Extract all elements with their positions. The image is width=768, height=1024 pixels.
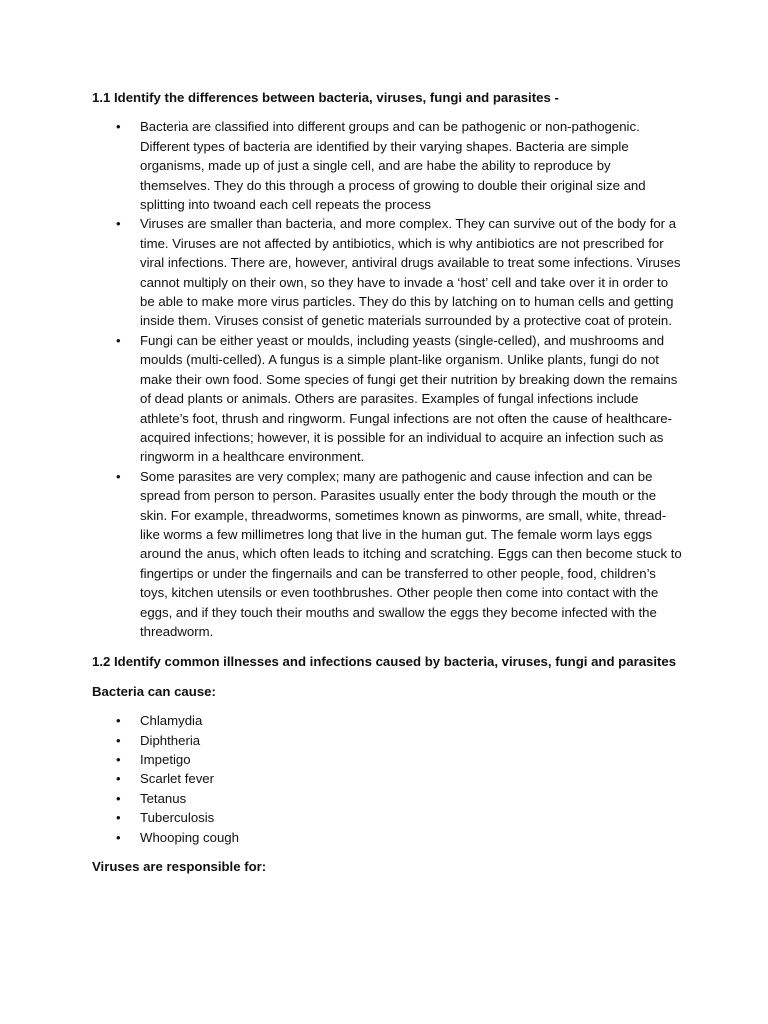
list-item-text: Tuberculosis (140, 810, 215, 826)
bullet-icon: • (116, 332, 121, 348)
list-item (92, 828, 682, 847)
list-item (92, 750, 682, 769)
list-item-text: Viruses are smaller than bacteria, and more complex. They can survive out of the body for a time. Viruses are not affected by antibiotics, which is why antibiotics are not prescribed for viral infections. There are, however, antiviral drugs available to treat some infections. Viruses cannot multiply on their own, so they have to invade a ‘host’ cell and take over it in order to be able to make more virus particles. They do this by latching on to human cells and getting inside them. Viruses consist of genetic materials surrounded by a protective coat of protein. (140, 216, 681, 329)
bacteria-heading: Bacteria can cause: (92, 683, 216, 699)
bullet-icon: • (116, 216, 121, 232)
list-item (92, 731, 682, 750)
bullet-icon: • (116, 732, 121, 748)
document-content (92, 88, 682, 876)
bullet-icon: • (116, 771, 121, 787)
bullet-icon: • (116, 713, 121, 729)
list-item-viruses (92, 214, 682, 330)
bullet-icon: • (116, 829, 121, 845)
section-heading-1-1: 1.1 Identify the differences between bacteria, viruses, fungi and parasites - (92, 90, 559, 105)
list-item-bacteria (92, 117, 682, 214)
bullet-icon: • (116, 119, 121, 135)
list-item (92, 808, 682, 827)
bullet-icon: • (116, 468, 121, 484)
list-item-text: Scarlet fever (140, 771, 215, 787)
bullet-icon: • (116, 790, 121, 806)
bullet-icon: • (116, 752, 121, 767)
list-item-text: Some parasites are very complex; many are pathogenic and cause infection and can be spread from person to person. Parasites usually enter the body through the mouth or the skin. For example, threadworms, sometimes known as pinworms, are small, white, thread-like worms a few millimetres long that live in the human gut. The female worm lays eggs around the anus, which often leads to itching and scratching. Eggs can then become stuck to fingertips or under the fingernails and can be transferred to other people, food, children’s toys, kitchen utensils or even toothbrushes. Other people then come into contact with the eggs, and if they touch their mouths and swallow the eggs they become infected with the threadworm. (140, 468, 682, 639)
list-item (92, 711, 682, 730)
differences-list (92, 117, 682, 641)
list-item-text: Bacteria are classified into different groups and can be pathogenic or non-pathogenic. Different types of bacteria are identified by their varying shapes. Bacteria are simple organisms, made up of just a single cell, and are habe the ability to reproduce by themselves. They do this through a process of growing to double their original size and splitting into twoand each cell repeats the process (140, 119, 646, 213)
list-item-text: Fungi can be either yeast or moulds, including yeasts (single-celled), and mushrooms and moulds (multi-celled). A fungus is a simple plant-like organism. Unlike plants, fungi do not make their own food. Some species of fungi get their nutrition by breaking down the remains of dead plants or animals. Others are parasites. Examples of fungal infections include athlete’s foot, thrush and ringworm. Fungal infections are not often the cause of healthcare-acquired infections; however, it is possible for an individual to acquire an infection such as ringworm in a healthcare environment. (140, 332, 678, 465)
bullet-icon: • (116, 810, 121, 826)
viruses-heading: Viruses are responsible for: (92, 859, 267, 875)
list-item (92, 789, 682, 808)
list-item-fungi (92, 331, 682, 467)
bacteria-illness-list (92, 711, 682, 847)
list-item (92, 769, 682, 788)
list-item-text: Impetigo (140, 752, 191, 767)
list-item-text: Whooping cough (140, 829, 239, 845)
list-item-text: Diphtheria (140, 732, 201, 748)
list-item-text: Chlamydia (140, 713, 203, 729)
list-item-parasites (92, 467, 682, 642)
list-item-text: Tetanus (140, 790, 187, 806)
section-heading-1-2: 1.2 Identify common illnesses and infections caused by bacteria, viruses, fungi and parasites (92, 654, 677, 670)
